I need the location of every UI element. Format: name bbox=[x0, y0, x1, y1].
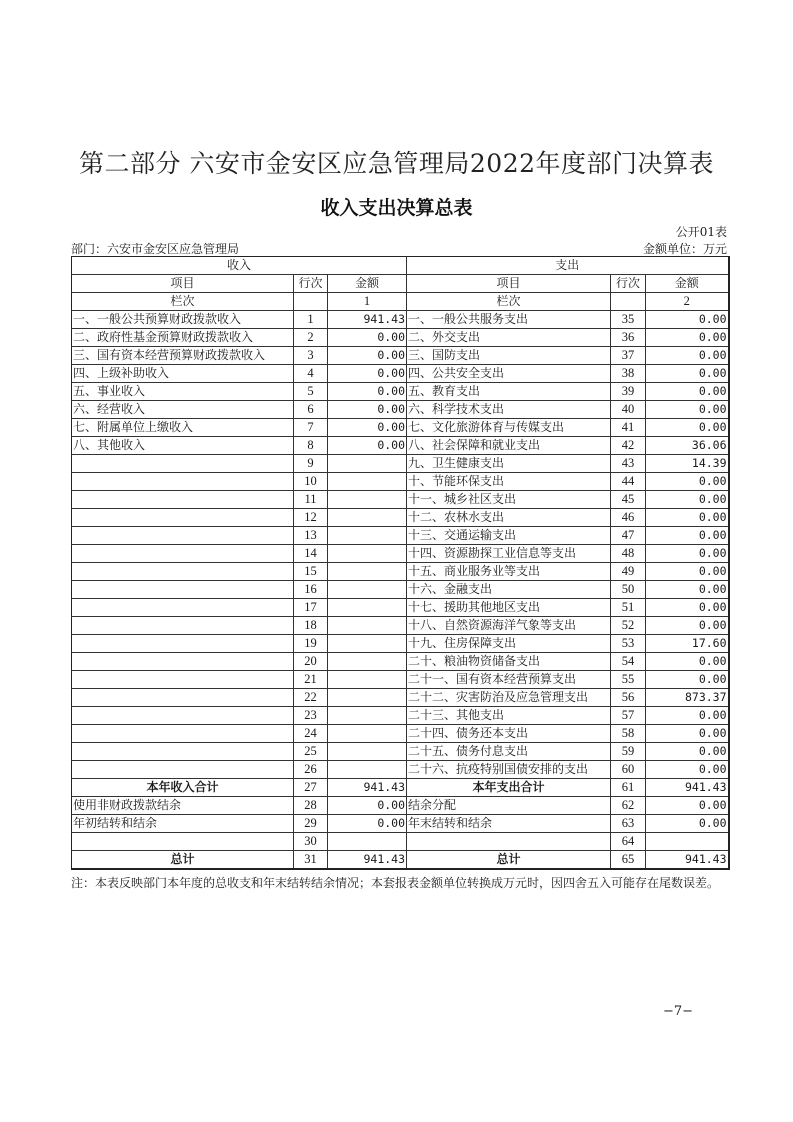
table-row bbox=[72, 617, 729, 635]
expense-line-number: 48 bbox=[611, 545, 646, 563]
income-line-number: 14 bbox=[294, 545, 328, 563]
table-row bbox=[72, 725, 729, 743]
income-line-number: 23 bbox=[294, 707, 328, 725]
expense-amount: 0.00 bbox=[646, 383, 729, 401]
expense-index-empty bbox=[611, 293, 646, 311]
income-item bbox=[72, 545, 294, 563]
expense-amount: 0.00 bbox=[646, 815, 729, 833]
income-item bbox=[72, 761, 294, 779]
expense-item: 二十六、抗疫特别国债安排的支出 bbox=[407, 761, 611, 779]
income-line-number: 13 bbox=[294, 527, 328, 545]
expense-amount: 0.00 bbox=[646, 491, 729, 509]
expense-line-number: 62 bbox=[611, 797, 646, 815]
expense-line-number: 50 bbox=[611, 581, 646, 599]
expense-item: 一、一般公共服务支出 bbox=[407, 311, 611, 329]
income-item bbox=[72, 833, 294, 851]
expense-amount: 0.00 bbox=[646, 401, 729, 419]
income-item: 五、事业收入 bbox=[72, 383, 294, 401]
income-line-number: 12 bbox=[294, 509, 328, 527]
income-item bbox=[72, 563, 294, 581]
income-line-number: 17 bbox=[294, 599, 328, 617]
income-amount bbox=[328, 617, 407, 635]
expense-item: 本年支出合计 bbox=[407, 779, 611, 797]
expense-amount: 0.00 bbox=[646, 671, 729, 689]
expense-line-header: 行次 bbox=[611, 275, 646, 293]
income-amount bbox=[328, 653, 407, 671]
expense-item: 二十三、其他支出 bbox=[407, 707, 611, 725]
income-line-number: 24 bbox=[294, 725, 328, 743]
expense-line-number: 42 bbox=[611, 437, 646, 455]
expense-amount: 36.06 bbox=[646, 437, 729, 455]
table-row bbox=[72, 401, 729, 419]
expense-amount: 0.00 bbox=[646, 419, 729, 437]
expense-line-number: 40 bbox=[611, 401, 646, 419]
expense-line-number: 52 bbox=[611, 617, 646, 635]
expense-amount: 941.43 bbox=[646, 779, 729, 797]
table-row bbox=[72, 455, 729, 473]
expense-item: 四、公共安全支出 bbox=[407, 365, 611, 383]
expense-line-number: 49 bbox=[611, 563, 646, 581]
expense-amount: 17.60 bbox=[646, 635, 729, 653]
income-line-number: 18 bbox=[294, 617, 328, 635]
expense-item: 二十一、国有资本经营预算支出 bbox=[407, 671, 611, 689]
expense-item: 十七、援助其他地区支出 bbox=[407, 599, 611, 617]
income-item: 三、国有资本经营预算财政拨款收入 bbox=[72, 347, 294, 365]
income-line-number: 30 bbox=[294, 833, 328, 851]
income-amount bbox=[328, 635, 407, 653]
income-line-number: 3 bbox=[294, 347, 328, 365]
expense-line-number: 54 bbox=[611, 653, 646, 671]
income-item bbox=[72, 689, 294, 707]
income-amount: 0.00 bbox=[328, 419, 407, 437]
expense-line-number: 57 bbox=[611, 707, 646, 725]
expense-column-index: 2 bbox=[646, 293, 729, 311]
income-amount bbox=[328, 455, 407, 473]
expense-item: 九、卫生健康支出 bbox=[407, 455, 611, 473]
column-header-row bbox=[72, 275, 729, 293]
table-row bbox=[72, 653, 729, 671]
expense-amount: 0.00 bbox=[646, 617, 729, 635]
grand-total-row bbox=[72, 851, 729, 870]
income-amount bbox=[328, 761, 407, 779]
income-line-header: 行次 bbox=[294, 275, 328, 293]
table-row bbox=[72, 473, 729, 491]
expense-amount: 14.39 bbox=[646, 455, 729, 473]
column-index-row bbox=[72, 293, 729, 311]
department-label: 部门：六安市金安区应急管理局 bbox=[71, 242, 240, 256]
expense-line-number: 65 bbox=[611, 851, 646, 870]
income-item bbox=[72, 527, 294, 545]
expense-item: 年末结转和结余 bbox=[407, 815, 611, 833]
expense-amount: 0.00 bbox=[646, 653, 729, 671]
section-header-row bbox=[72, 257, 729, 275]
income-amount bbox=[328, 725, 407, 743]
expense-line-number: 59 bbox=[611, 743, 646, 761]
income-item bbox=[72, 671, 294, 689]
expense-item: 十一、城乡社区支出 bbox=[407, 491, 611, 509]
expense-item: 十六、金融支出 bbox=[407, 581, 611, 599]
expense-item: 十四、资源勘探工业信息等支出 bbox=[407, 545, 611, 563]
table-row bbox=[72, 509, 729, 527]
income-item bbox=[72, 707, 294, 725]
expense-amount: 0.00 bbox=[646, 797, 729, 815]
income-item: 四、上级补助收入 bbox=[72, 365, 294, 383]
expense-line-number: 56 bbox=[611, 689, 646, 707]
expense-amount: 941.43 bbox=[646, 851, 729, 870]
income-line-number: 25 bbox=[294, 743, 328, 761]
income-line-number: 2 bbox=[294, 329, 328, 347]
table-row bbox=[72, 527, 729, 545]
income-item bbox=[72, 725, 294, 743]
expense-line-number: 41 bbox=[611, 419, 646, 437]
income-amount: 0.00 bbox=[328, 797, 407, 815]
table-row bbox=[72, 599, 729, 617]
expense-item: 二十二、灾害防治及应急管理支出 bbox=[407, 689, 611, 707]
expense-amount bbox=[646, 833, 729, 851]
income-item: 六、经营收入 bbox=[72, 401, 294, 419]
income-line-number: 28 bbox=[294, 797, 328, 815]
income-line-number: 9 bbox=[294, 455, 328, 473]
income-line-number: 16 bbox=[294, 581, 328, 599]
expense-line-number: 47 bbox=[611, 527, 646, 545]
income-item: 二、政府性基金预算财政拨款收入 bbox=[72, 329, 294, 347]
income-amount bbox=[328, 581, 407, 599]
income-amount: 0.00 bbox=[328, 437, 407, 455]
income-line-number: 20 bbox=[294, 653, 328, 671]
income-line-number: 4 bbox=[294, 365, 328, 383]
income-item bbox=[72, 653, 294, 671]
expense-amount: 0.00 bbox=[646, 581, 729, 599]
income-item: 本年收入合计 bbox=[72, 779, 294, 797]
income-amount bbox=[328, 563, 407, 581]
expense-header: 支出 bbox=[407, 257, 729, 275]
expense-line-number: 63 bbox=[611, 815, 646, 833]
expense-line-number: 44 bbox=[611, 473, 646, 491]
expense-line-number: 37 bbox=[611, 347, 646, 365]
expense-line-number: 55 bbox=[611, 671, 646, 689]
table-row bbox=[72, 437, 729, 455]
table-row bbox=[72, 419, 729, 437]
expense-amount: 0.00 bbox=[646, 311, 729, 329]
income-amount-header: 金额 bbox=[328, 275, 407, 293]
income-line-number: 15 bbox=[294, 563, 328, 581]
expense-amount-header: 金额 bbox=[646, 275, 729, 293]
table-row bbox=[72, 707, 729, 725]
income-amount bbox=[328, 707, 407, 725]
income-amount bbox=[328, 527, 407, 545]
income-item bbox=[72, 509, 294, 527]
table-row bbox=[72, 671, 729, 689]
expense-item: 十三、交通运输支出 bbox=[407, 527, 611, 545]
income-amount bbox=[328, 545, 407, 563]
expense-line-number: 53 bbox=[611, 635, 646, 653]
expense-line-number: 45 bbox=[611, 491, 646, 509]
income-amount: 0.00 bbox=[328, 401, 407, 419]
income-amount: 0.00 bbox=[328, 383, 407, 401]
income-item bbox=[72, 473, 294, 491]
income-amount: 0.00 bbox=[328, 347, 407, 365]
income-line-number: 1 bbox=[294, 311, 328, 329]
expense-amount: 0.00 bbox=[646, 347, 729, 365]
income-line-number: 29 bbox=[294, 815, 328, 833]
income-item bbox=[72, 743, 294, 761]
expense-item-header: 项目 bbox=[407, 275, 611, 293]
table-row bbox=[72, 761, 729, 779]
expense-amount: 0.00 bbox=[646, 527, 729, 545]
expense-item: 总计 bbox=[407, 851, 611, 870]
expense-line-number: 38 bbox=[611, 365, 646, 383]
income-line-number: 31 bbox=[294, 851, 328, 870]
expense-amount: 0.00 bbox=[646, 473, 729, 491]
table-row bbox=[72, 545, 729, 563]
table-row bbox=[72, 563, 729, 581]
income-amount bbox=[328, 743, 407, 761]
expense-amount: 0.00 bbox=[646, 599, 729, 617]
income-expense-summary-table bbox=[71, 256, 730, 870]
amount-unit-label: 金额单位：万元 bbox=[642, 242, 727, 256]
expense-amount: 0.00 bbox=[646, 563, 729, 581]
page-number: −7− bbox=[663, 1004, 694, 1019]
expense-item: 七、文化旅游体育与传媒支出 bbox=[407, 419, 611, 437]
income-line-number: 8 bbox=[294, 437, 328, 455]
expense-line-number: 60 bbox=[611, 761, 646, 779]
income-line-number: 26 bbox=[294, 761, 328, 779]
table-row bbox=[72, 797, 729, 815]
expense-amount: 0.00 bbox=[646, 509, 729, 527]
table-row bbox=[72, 743, 729, 761]
income-item: 七、附属单位上缴收入 bbox=[72, 419, 294, 437]
income-item bbox=[72, 599, 294, 617]
expense-amount: 0.00 bbox=[646, 329, 729, 347]
expense-index-label: 栏次 bbox=[407, 293, 611, 311]
income-amount bbox=[328, 491, 407, 509]
income-line-number: 7 bbox=[294, 419, 328, 437]
expense-item: 十五、商业服务业等支出 bbox=[407, 563, 611, 581]
table-row bbox=[72, 689, 729, 707]
table-row bbox=[72, 581, 729, 599]
income-amount: 941.43 bbox=[328, 779, 407, 797]
expense-line-number: 43 bbox=[611, 455, 646, 473]
income-item bbox=[72, 455, 294, 473]
subtotal-row bbox=[72, 779, 729, 797]
expense-item: 五、教育支出 bbox=[407, 383, 611, 401]
table-row bbox=[72, 383, 729, 401]
table-row bbox=[72, 311, 729, 329]
expense-item: 十八、自然资源海洋气象等支出 bbox=[407, 617, 611, 635]
income-line-number: 19 bbox=[294, 635, 328, 653]
income-amount bbox=[328, 473, 407, 491]
income-item: 一、一般公共预算财政拨款收入 bbox=[72, 311, 294, 329]
income-item bbox=[72, 635, 294, 653]
expense-item: 二十五、债务付息支出 bbox=[407, 743, 611, 761]
footnote: 注：本表反映部门本年度的总收支和年末结转结余情况；本套报表金额单位转换成万元时，因四舍五入可能存在尾数误差。 bbox=[71, 876, 720, 890]
expense-item: 二十、粮油物资储备支出 bbox=[407, 653, 611, 671]
income-line-number: 6 bbox=[294, 401, 328, 419]
income-item: 八、其他收入 bbox=[72, 437, 294, 455]
income-line-number: 11 bbox=[294, 491, 328, 509]
income-line-number: 5 bbox=[294, 383, 328, 401]
page-title: 第二部分 六安市金安区应急管理局2022年度部门决算表 bbox=[78, 149, 715, 178]
income-amount bbox=[328, 509, 407, 527]
income-index-label: 栏次 bbox=[72, 293, 294, 311]
income-amount bbox=[328, 833, 407, 851]
income-item: 使用非财政拨款结余 bbox=[72, 797, 294, 815]
expense-item bbox=[407, 833, 611, 851]
income-line-number: 10 bbox=[294, 473, 328, 491]
expense-item: 十、节能环保支出 bbox=[407, 473, 611, 491]
expense-amount: 0.00 bbox=[646, 707, 729, 725]
expense-line-number: 51 bbox=[611, 599, 646, 617]
expense-item: 二、外交支出 bbox=[407, 329, 611, 347]
expense-line-number: 58 bbox=[611, 725, 646, 743]
income-line-number: 21 bbox=[294, 671, 328, 689]
expense-amount: 0.00 bbox=[646, 743, 729, 761]
table-row bbox=[72, 365, 729, 383]
income-line-number: 27 bbox=[294, 779, 328, 797]
form-number: 公开01表 bbox=[675, 225, 727, 239]
expense-amount: 0.00 bbox=[646, 761, 729, 779]
expense-item: 三、国防支出 bbox=[407, 347, 611, 365]
expense-item: 二十四、债务还本支出 bbox=[407, 725, 611, 743]
income-amount bbox=[328, 599, 407, 617]
table-row bbox=[72, 329, 729, 347]
expense-line-number: 35 bbox=[611, 311, 646, 329]
income-header: 收入 bbox=[72, 257, 407, 275]
table-row bbox=[72, 347, 729, 365]
table-title: 收入支出决算总表 bbox=[320, 197, 473, 219]
income-index-empty bbox=[294, 293, 328, 311]
income-amount bbox=[328, 689, 407, 707]
income-item: 年初结转和结余 bbox=[72, 815, 294, 833]
income-item bbox=[72, 617, 294, 635]
table-row bbox=[72, 833, 729, 851]
expense-item: 结余分配 bbox=[407, 797, 611, 815]
expense-item: 六、科学技术支出 bbox=[407, 401, 611, 419]
expense-item: 八、社会保障和就业支出 bbox=[407, 437, 611, 455]
expense-amount: 0.00 bbox=[646, 365, 729, 383]
expense-item: 十二、农林水支出 bbox=[407, 509, 611, 527]
expense-line-number: 36 bbox=[611, 329, 646, 347]
income-item bbox=[72, 581, 294, 599]
table-row bbox=[72, 815, 729, 833]
expense-line-number: 46 bbox=[611, 509, 646, 527]
income-amount: 0.00 bbox=[328, 365, 407, 383]
expense-item: 十九、住房保障支出 bbox=[407, 635, 611, 653]
income-amount: 0.00 bbox=[328, 815, 407, 833]
table-row bbox=[72, 635, 729, 653]
income-amount: 941.43 bbox=[328, 851, 407, 870]
table-row bbox=[72, 491, 729, 509]
income-column-index: 1 bbox=[328, 293, 407, 311]
income-line-number: 22 bbox=[294, 689, 328, 707]
expense-amount: 873.37 bbox=[646, 689, 729, 707]
expense-line-number: 39 bbox=[611, 383, 646, 401]
income-item-header: 项目 bbox=[72, 275, 294, 293]
expense-line-number: 64 bbox=[611, 833, 646, 851]
expense-line-number: 61 bbox=[611, 779, 646, 797]
income-amount bbox=[328, 671, 407, 689]
income-amount: 0.00 bbox=[328, 329, 407, 347]
expense-amount: 0.00 bbox=[646, 545, 729, 563]
income-amount: 941.43 bbox=[328, 311, 407, 329]
expense-amount: 0.00 bbox=[646, 725, 729, 743]
income-item bbox=[72, 491, 294, 509]
income-item: 总计 bbox=[72, 851, 294, 870]
